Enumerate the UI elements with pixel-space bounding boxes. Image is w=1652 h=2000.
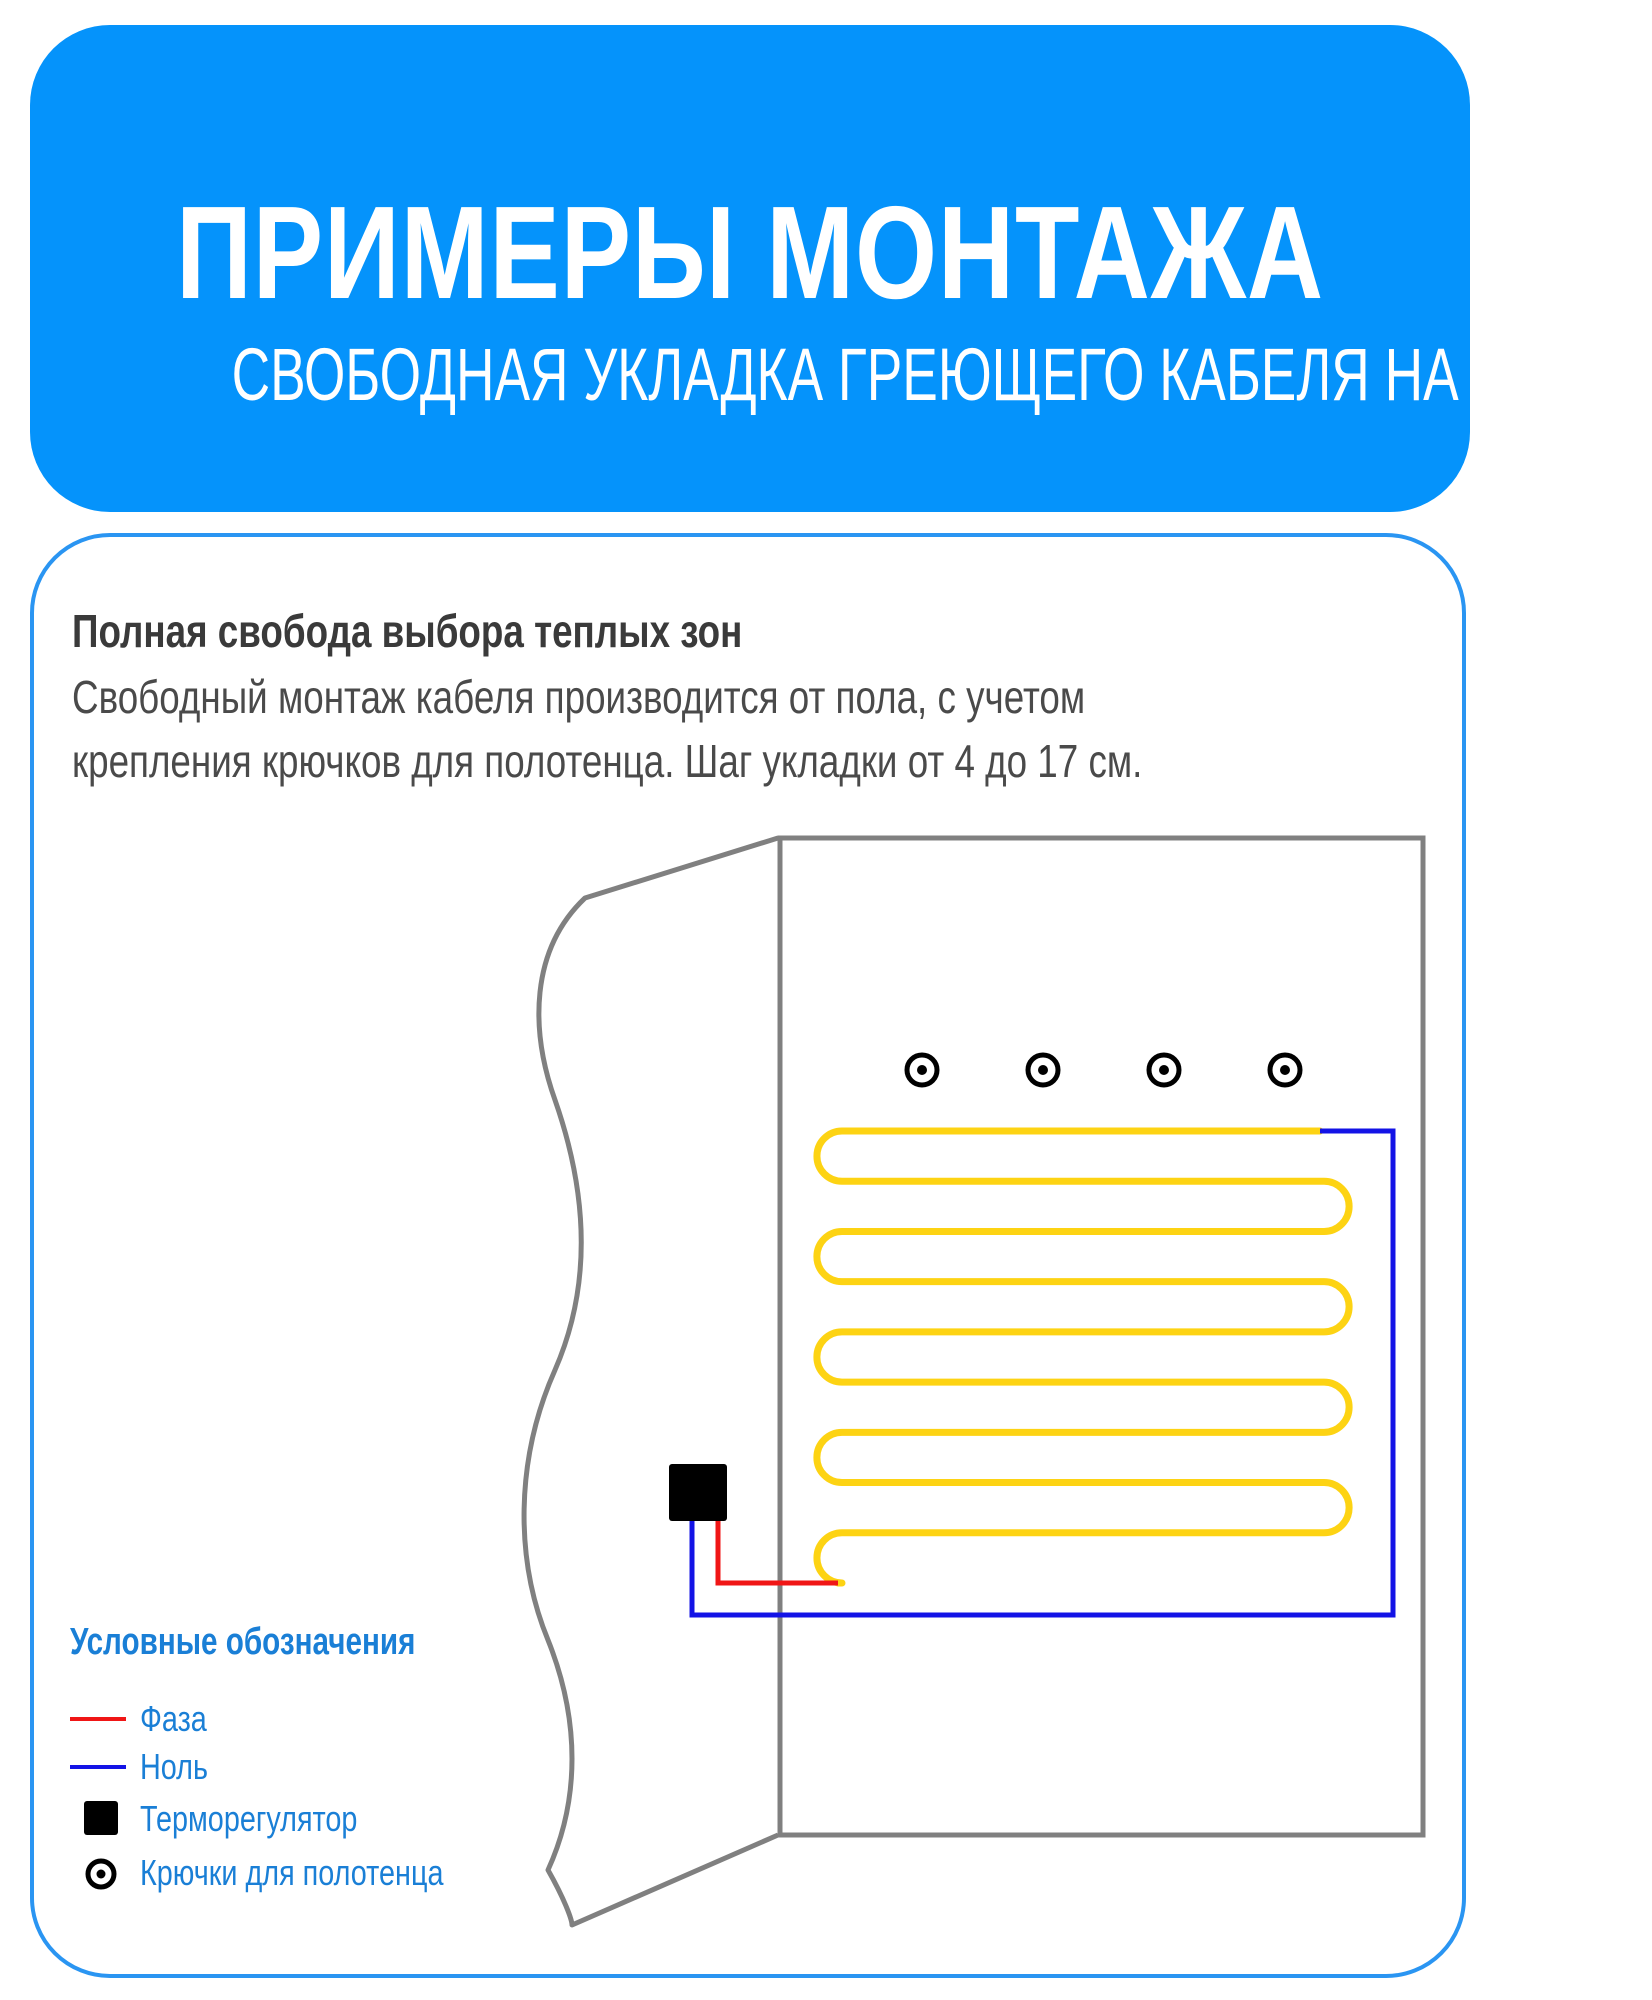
intro-text-line: крепления крючков для полотенца. Шаг укладки от 4 до 17 см. xyxy=(72,735,1143,787)
blue-line-icon xyxy=(70,1765,126,1769)
towel-hooks xyxy=(907,1055,1300,1085)
thermostat-square-icon xyxy=(84,1801,118,1835)
legend-label: Крючки для полотенца xyxy=(140,1852,444,1893)
heating-cable xyxy=(817,1131,1349,1583)
red-line-icon xyxy=(70,1717,126,1721)
legend-item-phase xyxy=(70,1697,224,1741)
legend-item-thermostat xyxy=(70,1797,412,1841)
legend-item-hooks xyxy=(70,1851,519,1895)
door-outline xyxy=(524,838,778,1925)
hook-icon xyxy=(907,1055,937,1085)
wall-panel xyxy=(780,838,1423,1835)
legend-label: Фаза xyxy=(140,1698,207,1739)
hook-icon xyxy=(1270,1055,1300,1085)
legend-title: Условные обозначения xyxy=(70,1621,416,1663)
legend-label: Терморегулятор xyxy=(140,1798,358,1839)
legend-item-neutral xyxy=(70,1745,225,1789)
intro-heading: Полная свобода выбора теплых зон xyxy=(72,605,743,657)
hook-icon xyxy=(84,1857,118,1891)
hook-icon xyxy=(1149,1055,1179,1085)
neutral-wire xyxy=(692,1131,1393,1615)
page-subtitle: СВОБОДНАЯ УКЛАДКА ГРЕЮЩЕГО КАБЕЛЯ НА СТЕНЕ xyxy=(231,333,1652,416)
page-title: ПРИМЕРЫ МОНТАЖА xyxy=(176,179,1324,326)
hook-icon xyxy=(1028,1055,1058,1085)
legend-label: Ноль xyxy=(140,1746,208,1787)
intro-text-line: Свободный монтаж кабеля производится от пола, с учетом xyxy=(72,671,1086,723)
thermostat-icon xyxy=(669,1464,727,1521)
